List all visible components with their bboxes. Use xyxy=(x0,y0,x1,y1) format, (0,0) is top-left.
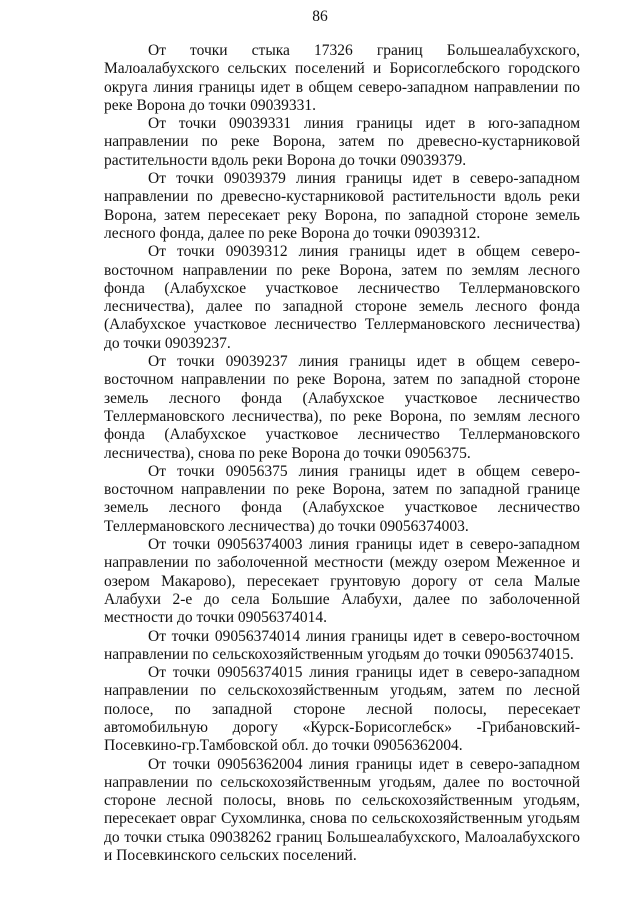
paragraph: От точки 09056374015 линия границы идет в северо-западном направлении по сельскохозяйственным угодьям, затем по лесной полосе, по западной стороне лесной полосы, пересекает автомобильную дорогу «Курск-Борисоглебск» -Грибановский-Посевкино-гр.Тамбовской обл. до точки 09056362004. xyxy=(104,664,580,755)
paragraph: От точки 09039312 линия границы идет в общем северо-восточном направлении по реке Ворона, затем по землям лесного фонда (Алабухское участковое лесничество Теллермановского лесничества), далее по западной стороне земель лесного фонда (Алабухское участковое лесничество Теллермановского лесничества) до точки 09039237. xyxy=(104,243,580,352)
paragraph: От точки 09039331 линия границы идет в юго-западном направлении по реке Ворона, затем по древесно-кустарниковой растительности вдоль реки Ворона до точки 09039379. xyxy=(104,115,580,169)
page-number: 86 xyxy=(312,8,328,25)
paragraph: От точки 09056374014 линия границы идет в северо-восточном направлении по сельскохозяйственным угодьям до точки 09056374015. xyxy=(104,627,580,663)
paragraph: От точки 09056375 линия границы идет в общем северо-восточном направлении по реке Ворона, затем по западной границе земель лесного фонда (Алабухское участковое лесничество Теллермановского лесничества) до точки 09056374003. xyxy=(104,462,580,535)
document-body xyxy=(104,42,580,865)
paragraph: От точки 09056362004 линия границы идет в северо-западном направлении по сельскохозяйственным угодьям, далее по восточной стороне лесной полосы, вновь по сельскохозяйственным угодьям, пересекает овраг Сухомлинка, снова по сельскохозяйственным угодьям до точки стыка 09038262 границ Большеалабухского, Малоалабухского и Посевкинского сельских поселений. xyxy=(104,755,580,865)
paragraph: От точки 09039237 линия границы идет в общем северо-восточном направлении по реке Ворона, затем по западной стороне земель лесного фонда (Алабухское участковое лесничество Теллермановского лесничества), по реке Ворона, по землям лесного фонда (Алабухское участковое лесничество Теллермановского лесничества), снова по реке Ворона до точки 09056375. xyxy=(104,353,580,462)
paragraph: От точки 09039379 линия границы идет в северо-западном направлении по древесно-кустарниковой растительности вдоль реки Ворона, затем пересекает реку Ворона, по западной стороне земель лесного фонда, далее по реке Ворона до точки 09039312. xyxy=(104,170,580,242)
paragraph: От точки стыка 17326 границ Большеалабухского, Малоалабухского сельских поселений и Борисоглебского городского округа линия границы идет в общем северо-западном направлении по реке Ворона до точки 09039331. xyxy=(104,42,580,114)
paragraph: От точки 09056374003 линия границы идет в северо-западном направлении по заболоченной местности (между озером Меженное и озером Макарово), пересекает грунтовую дорогу от села Малые Алабухи 2-е до села Большие Алабухи, далее по заболоченной местности до точки 09056374014. xyxy=(104,536,580,627)
